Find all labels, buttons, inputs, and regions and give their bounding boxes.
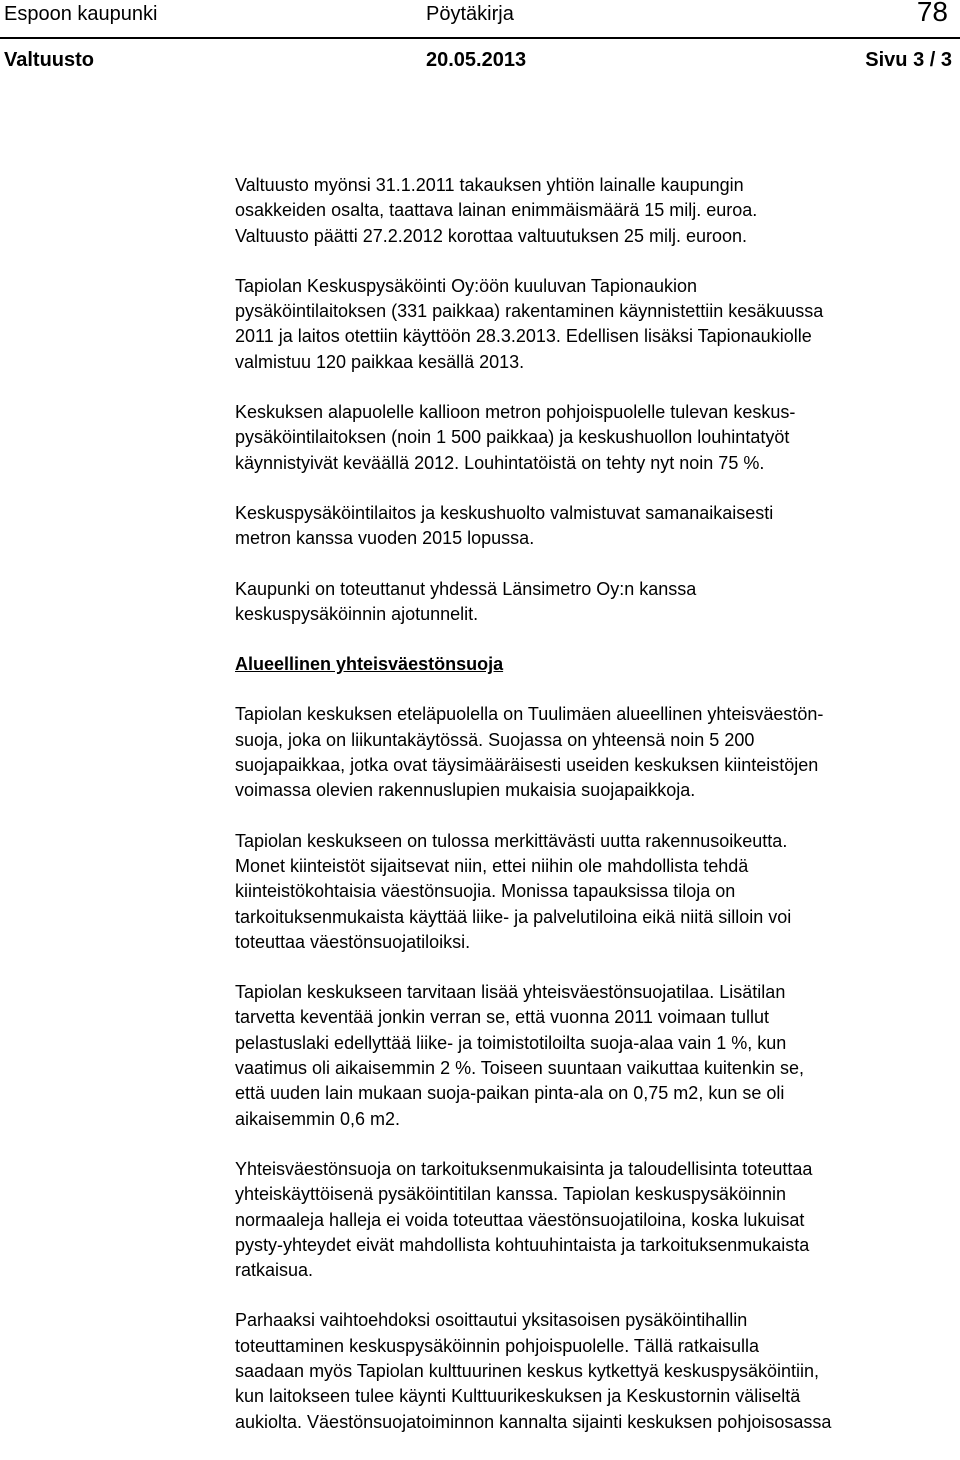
- header-bottom-row: [0, 45, 960, 75]
- header-top-row: [0, 0, 960, 29]
- governing-body: Valtuusto: [4, 49, 95, 71]
- page-indicator: Sivu 3 / 3: [865, 49, 952, 71]
- paragraph-shelter-need: Tapiolan keskukseen tarvitaan lisää yhteisväestönsuojatilaa. Lisätilan tarvetta keventää jonkin verran se, että vuonna 2011 voimaan tullut pelastuslaki edellyttää liike- ja toimistotiloilta suoja-alaa vain 1 %, kun vaatimus oli aikaisemmin 2 %. Toiseen suuntaan vaikuttaa kuitenkin se, että uuden lain mukaan suoja-paikan pinta-ala on 0,75 m2, kun se oli aikaisemmin 0,6 m2.: [235, 982, 804, 1129]
- paragraph-tunnels: Kaupunki on toteuttanut yhdessä Länsimetro Oy:n kanssa keskuspysäköinnin ajotunnelit.: [235, 578, 697, 624]
- organization-name: Espoon kaupunki: [4, 3, 158, 25]
- paragraph-shared-use: Yhteisväestönsuoja on tarkoituksenmukaisinta ja taloudellisinta toteuttaa yhteiskäyttöisenä pysäköintitilan kanssa. Tapiolan keskuspysäköinnin normaaleja halleja ei voida toteuttaa väestönsuojatiloina, koska lukuisat pysty-yhteydet eivät mahdollista kohtuuhintaista ja tarkoituksenmukaista ratkaisua.: [235, 1158, 813, 1281]
- paragraph-tuulimaki-shelter: Tapiolan keskuksen eteläpuolella on Tuulimäen alueellinen yhteisväestön- suoja, joka on liikuntakäytössä. Suojassa on yhteensä noin 5 200 suojapaikkaa, jotka ovat täysimääräisesti useiden keskuksen kiinteistöjen voimassa olevien rakennuslupien mukaisia suojapaikkoja.: [235, 704, 824, 801]
- paragraph-completion: Keskuspysäköintilaitos ja keskushuolto valmistuvat samanaikaisesti metron kanssa vuoden 2015 lopussa.: [235, 502, 774, 549]
- section-heading: Alueellinen yhteisväestönsuoja: [235, 654, 504, 675]
- paragraph-excavation: Keskuksen alapuolelle kallioon metron pohjoispuolelle tulevan keskus- pysäköintilaitoksen (noin 1 500 paikkaa) ja keskushuollon louhintatyöt käynnistyivät keväällä 2012. Louhintatöistä on tehty nyt noin 75 %.: [235, 402, 796, 473]
- paragraph-guarantee: Valtuusto myönsi 31.1.2011 takauksen yhtiön lainalle kaupungin osakkeiden osalta, taattava lainan enimmäismäärä 15 milj. euroa. Valtuusto päätti 27.2.2012 korottaa valtuutuksen 25 milj. euroon.: [235, 175, 758, 246]
- paragraph-best-option: Parhaaksi vaihtoehdoksi osoittautui yksitasoisen pysäköintihallin toteuttaminen keskuspysäköinnin pohjoispuolelle. Tällä ratkaisulla saadaan myös Tapiolan kulttuurinen keskus kytkettyä keskuspysäköintiin, kun laitokseen tulee käynti Kulttuurikeskuksen ja Keskustornin väliseltä aukiolta. Väestönsuojatoiminnon kannalta sijainti keskuksen pohjoisosassa: [235, 1310, 832, 1432]
- paragraph-tapionaukio: Tapiolan Keskuspysäköinti Oy:öön kuuluvan Tapionaukion pysäköintilaitoksen (331 paikkaa) rakentaminen käynnistettiin kesäkuussa 2011 ja laitos otettiin käyttöön 28.3.2013. Edellisen lisäksi Tapionaukiolle valmistuu 120 paikkaa kesällä 2013.: [235, 275, 824, 372]
- section-number: 78: [916, 0, 948, 27]
- meeting-date: 20.05.2013: [426, 49, 527, 71]
- document-body: [235, 173, 957, 1460]
- paragraph-new-building-rights: Tapiolan keskukseen on tulossa merkittävästi uutta rakennusoikeutta. Monet kiinteistöt sijaitsevat niin, ettei niihin ole mahdollista tehdä kiinteistökohtaisia väestönsuojia. Monissa tapauksissa tiloja on tarkoituksenmukaista käyttää liike- ja palvelutiloina eikä niitä silloin voi toteuttaa väestönsuojatiloiksi.: [235, 830, 792, 952]
- document-type: Pöytäkirja: [426, 3, 514, 25]
- header-divider: [0, 37, 960, 39]
